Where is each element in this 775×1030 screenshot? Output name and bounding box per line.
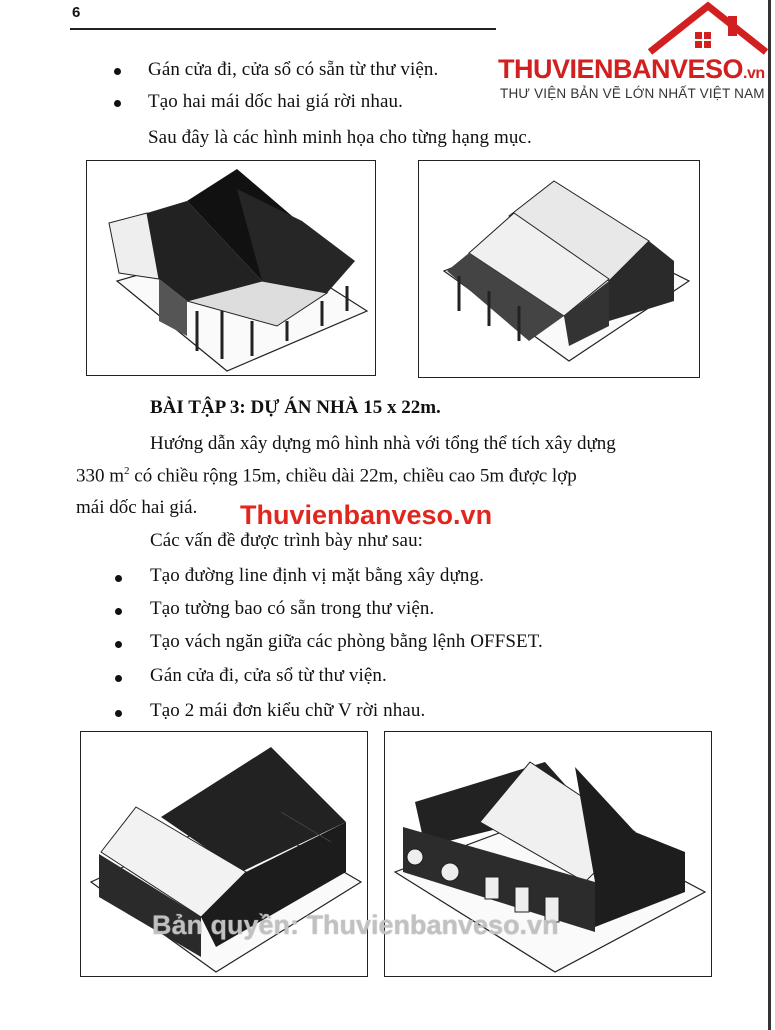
intro-caption: Sau đây là các hình minh họa cho từng hạng mục. xyxy=(148,127,532,148)
paragraph-line-2 xyxy=(76,465,577,487)
volume-exponent: 2 xyxy=(124,465,130,477)
bullet-icon xyxy=(114,100,121,107)
bullet-icon xyxy=(115,575,122,582)
page-edge xyxy=(768,0,771,1030)
watermark-middle: Thuvienbanveso.vn xyxy=(240,500,493,530)
bullet-icon xyxy=(115,675,122,682)
paragraph-line-2-rest: có chiều rộng 15m, chiều dài 22m, chiều cao 5m được lợp xyxy=(129,465,577,487)
logo-tagline: THƯ VIỆN BẢN VẼ LỚN NHẤT VIỆT NAM xyxy=(500,86,765,101)
exercise-bullet-1: Tạo đường line định vị mặt bằng xây dựng. xyxy=(150,565,484,586)
exercise-bullet-2: Tạo tường bao có sẵn trong thư viện. xyxy=(150,598,435,619)
exercise-heading: BÀI TẬP 3: DỰ ÁN NHÀ 15 x 22m. xyxy=(150,397,441,418)
volume-value: 330 m xyxy=(76,465,125,487)
exercise-bullet-4: Gán cửa đi, cửa sổ từ thư viện. xyxy=(150,665,387,686)
exercise-bullet-3: Tạo vách ngăn giữa các phòng bằng lệnh OFFSET. xyxy=(150,631,543,652)
page-number: 6 xyxy=(72,4,81,21)
logo-brand-suffix: .vn xyxy=(743,65,765,82)
bullet-icon xyxy=(114,68,121,75)
bullet-icon xyxy=(115,608,122,615)
intro-bullet-2: Tạo hai mái dốc hai giá rời nhau. xyxy=(148,91,403,112)
bullet-icon xyxy=(115,641,122,648)
intro-bullet-1: Gán cửa đi, cửa sổ có sẵn từ thư viện. xyxy=(148,59,439,80)
watermark-bottom: Bản quyền: Thuvienbanveso.vn xyxy=(152,910,559,940)
header-rule xyxy=(70,28,496,30)
logo-brand xyxy=(498,54,765,85)
bullet-icon xyxy=(115,710,122,717)
figure-house-2 xyxy=(418,160,700,378)
paragraph-line-3: mái dốc hai giá. xyxy=(76,497,198,518)
list-intro: Các vấn đề được trình bày như sau: xyxy=(150,530,424,551)
logo-brand-main: THUVIENBANVESO xyxy=(498,54,744,84)
paragraph-line-1: Hướng dẫn xây dựng mô hình nhà với tổng thể tích xây dựng xyxy=(150,433,616,454)
figure-house-1 xyxy=(86,160,376,376)
exercise-bullet-5: Tạo 2 mái đơn kiểu chữ V rời nhau. xyxy=(150,700,426,721)
